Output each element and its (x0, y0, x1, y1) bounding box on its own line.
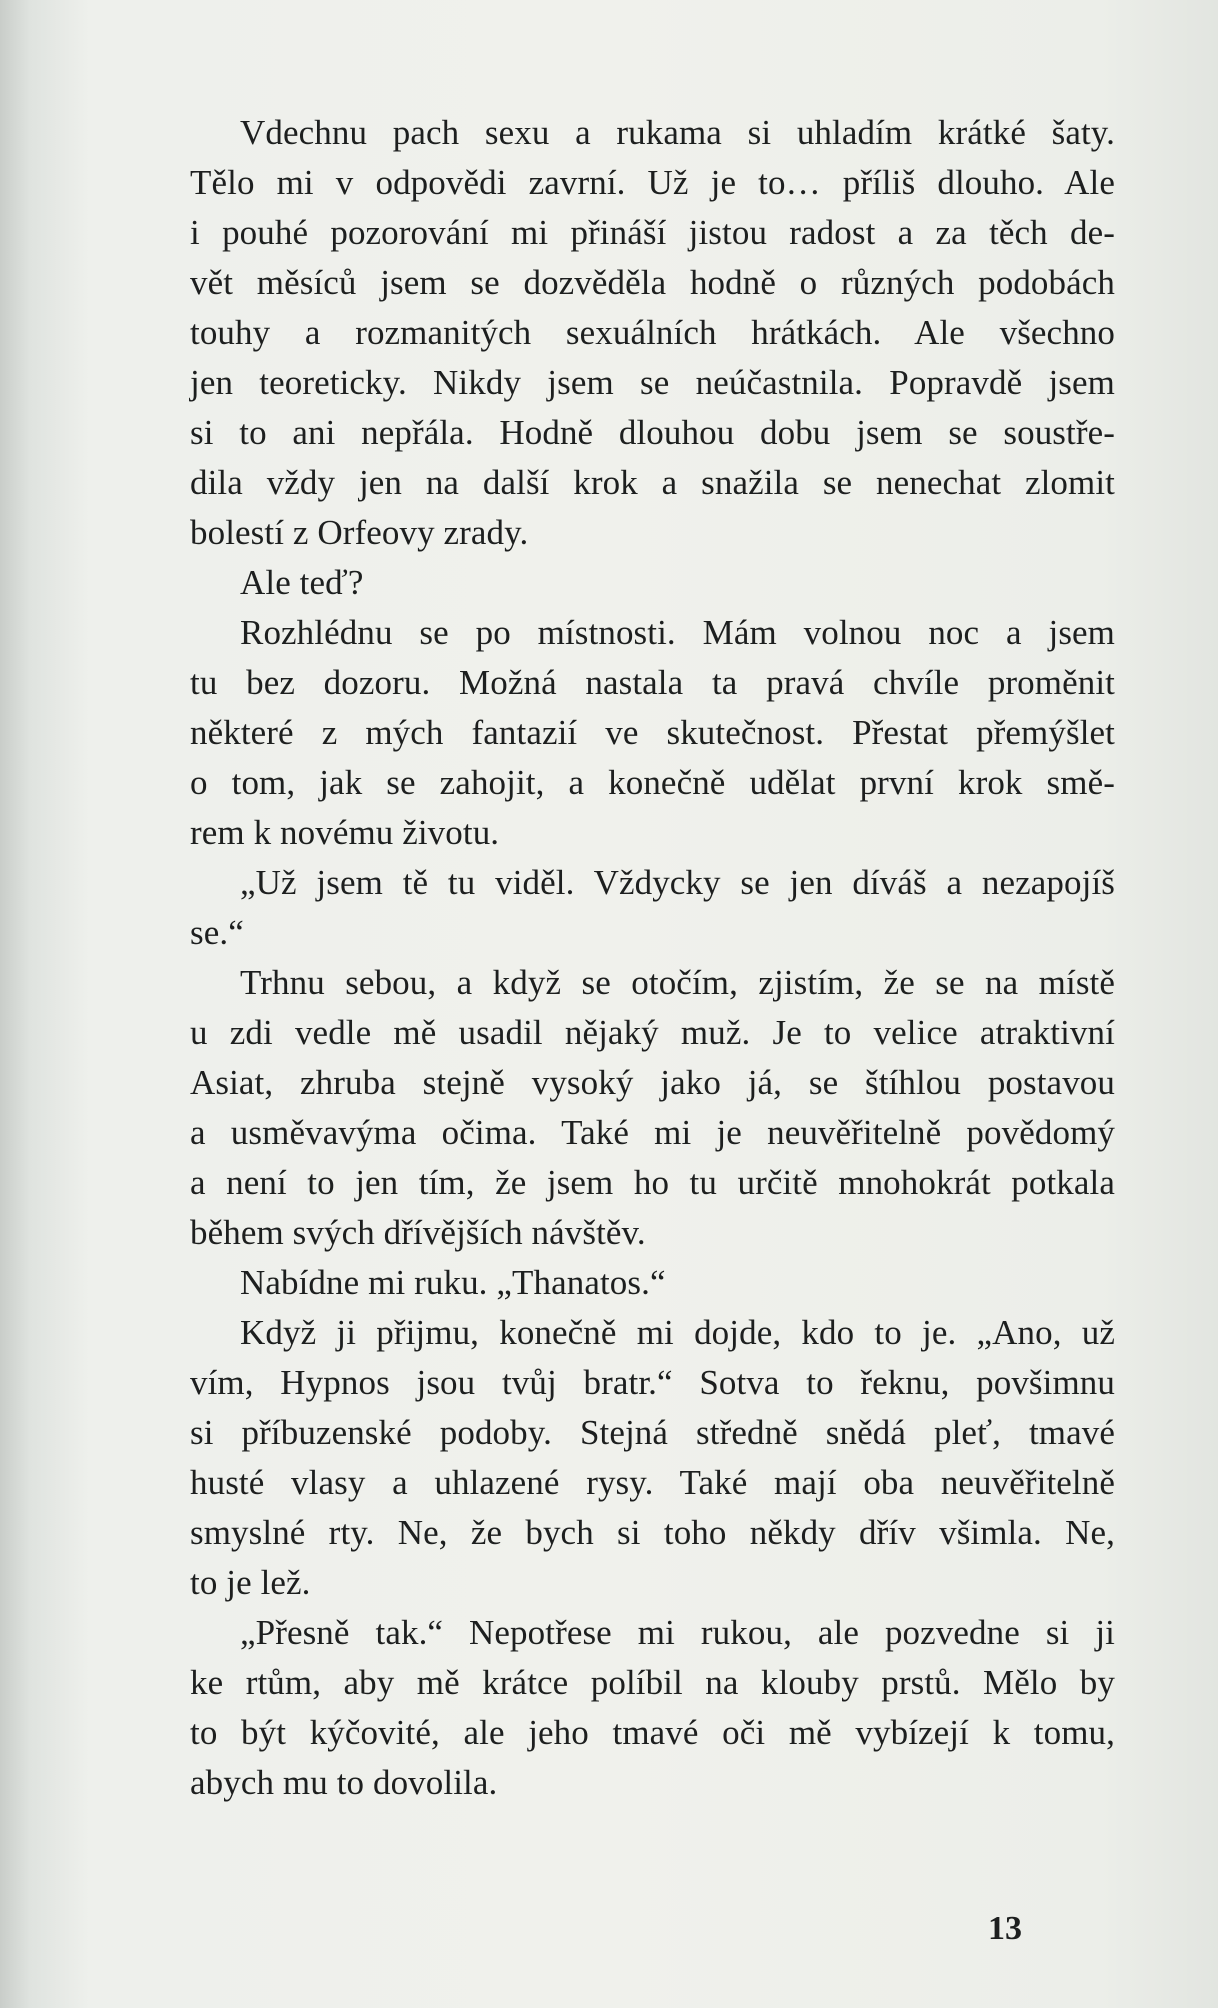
text-line: a není to jen tím, že jsem ho tu určitě mnohokrát potkala (190, 1163, 1115, 1202)
text-line: i pouhé pozorování mi přináší jistou radost a za těch de- (190, 213, 1115, 252)
text-line: husté vlasy a uhlazené rysy. Také mají oba neuvěřitelně (190, 1463, 1115, 1502)
text-line: Asiat, zhruba stejně vysoký jako já, se štíhlou postavou (190, 1063, 1115, 1102)
text-line: Nabídne mi ruku. „Thanatos.“ (240, 1263, 666, 1302)
text-line: to být kýčovité, ale jeho tmavé oči mě vybízejí k tomu, (190, 1713, 1115, 1752)
text-line: tu bez dozoru. Možná nastala ta pravá chvíle proměnit (190, 663, 1115, 702)
text-line: některé z mých fantazií ve skutečnost. Přestat přemýšlet (190, 713, 1115, 752)
text-line: během svých dřívějších návštěv. (190, 1213, 646, 1252)
text-line: u zdi vedle mě usadil nějaký muž. Je to velice atraktivní (190, 1013, 1115, 1052)
text-line: a usměvavýma očima. Také mi je neuvěřitelně povědomý (190, 1113, 1115, 1152)
text-line: Tělo mi v odpovědi zavrní. Už je to… příliš dlouho. Ale (190, 163, 1115, 202)
text-line: jen teoreticky. Nikdy jsem se neúčastnila. Popravdě jsem (190, 363, 1115, 402)
text-line: vím, Hypnos jsou tvůj bratr.“ Sotva to řeknu, povšimnu (190, 1363, 1115, 1402)
text-line: dila vždy jen na další krok a snažila se nenechat zlomit (190, 463, 1115, 502)
text-line: se.“ (190, 913, 244, 952)
text-line: o tom, jak se zahojit, a konečně udělat první krok smě- (190, 763, 1115, 802)
text-line: Ale teď? (240, 563, 364, 602)
text-line: ke rtům, aby mě krátce políbil na klouby prstů. Mělo by (190, 1663, 1115, 1702)
page-number: 13 (988, 1910, 1022, 1947)
text-line: Trhnu sebou, a když se otočím, zjistím, že se na místě (240, 963, 1115, 1002)
text-line: touhy a rozmanitých sexuálních hrátkách. Ale všechno (190, 313, 1115, 352)
text-line: si to ani nepřála. Hodně dlouhou dobu jsem se soustře- (190, 413, 1115, 452)
body-text (190, 108, 1115, 1808)
text-line: „Už jsem tě tu viděl. Vždycky se jen díváš a nezapojíš (240, 863, 1115, 902)
text-line: Vdechnu pach sexu a rukama si uhladím krátké šaty. (240, 113, 1115, 152)
text-line: abych mu to dovolila. (190, 1763, 498, 1802)
text-line: si příbuzenské podoby. Stejná středně snědá pleť, tmavé (190, 1413, 1115, 1452)
text-line: Když ji přijmu, konečně mi dojde, kdo to je. „Ano, už (240, 1313, 1115, 1352)
text-line: bolestí z Orfeovy zrady. (190, 513, 529, 552)
text-line: rem k novému životu. (190, 813, 500, 852)
text-line: „Přesně tak.“ Nepotřese mi rukou, ale pozvedne si ji (240, 1613, 1115, 1652)
text-line: to je lež. (190, 1563, 311, 1602)
text-line: vět měsíců jsem se dozvěděla hodně o různých podobách (190, 263, 1115, 302)
text-line: smyslné rty. Ne, že bych si toho někdy dřív všimla. Ne, (190, 1513, 1115, 1552)
text-line: Rozhlédnu se po místnosti. Mám volnou noc a jsem (240, 613, 1115, 652)
